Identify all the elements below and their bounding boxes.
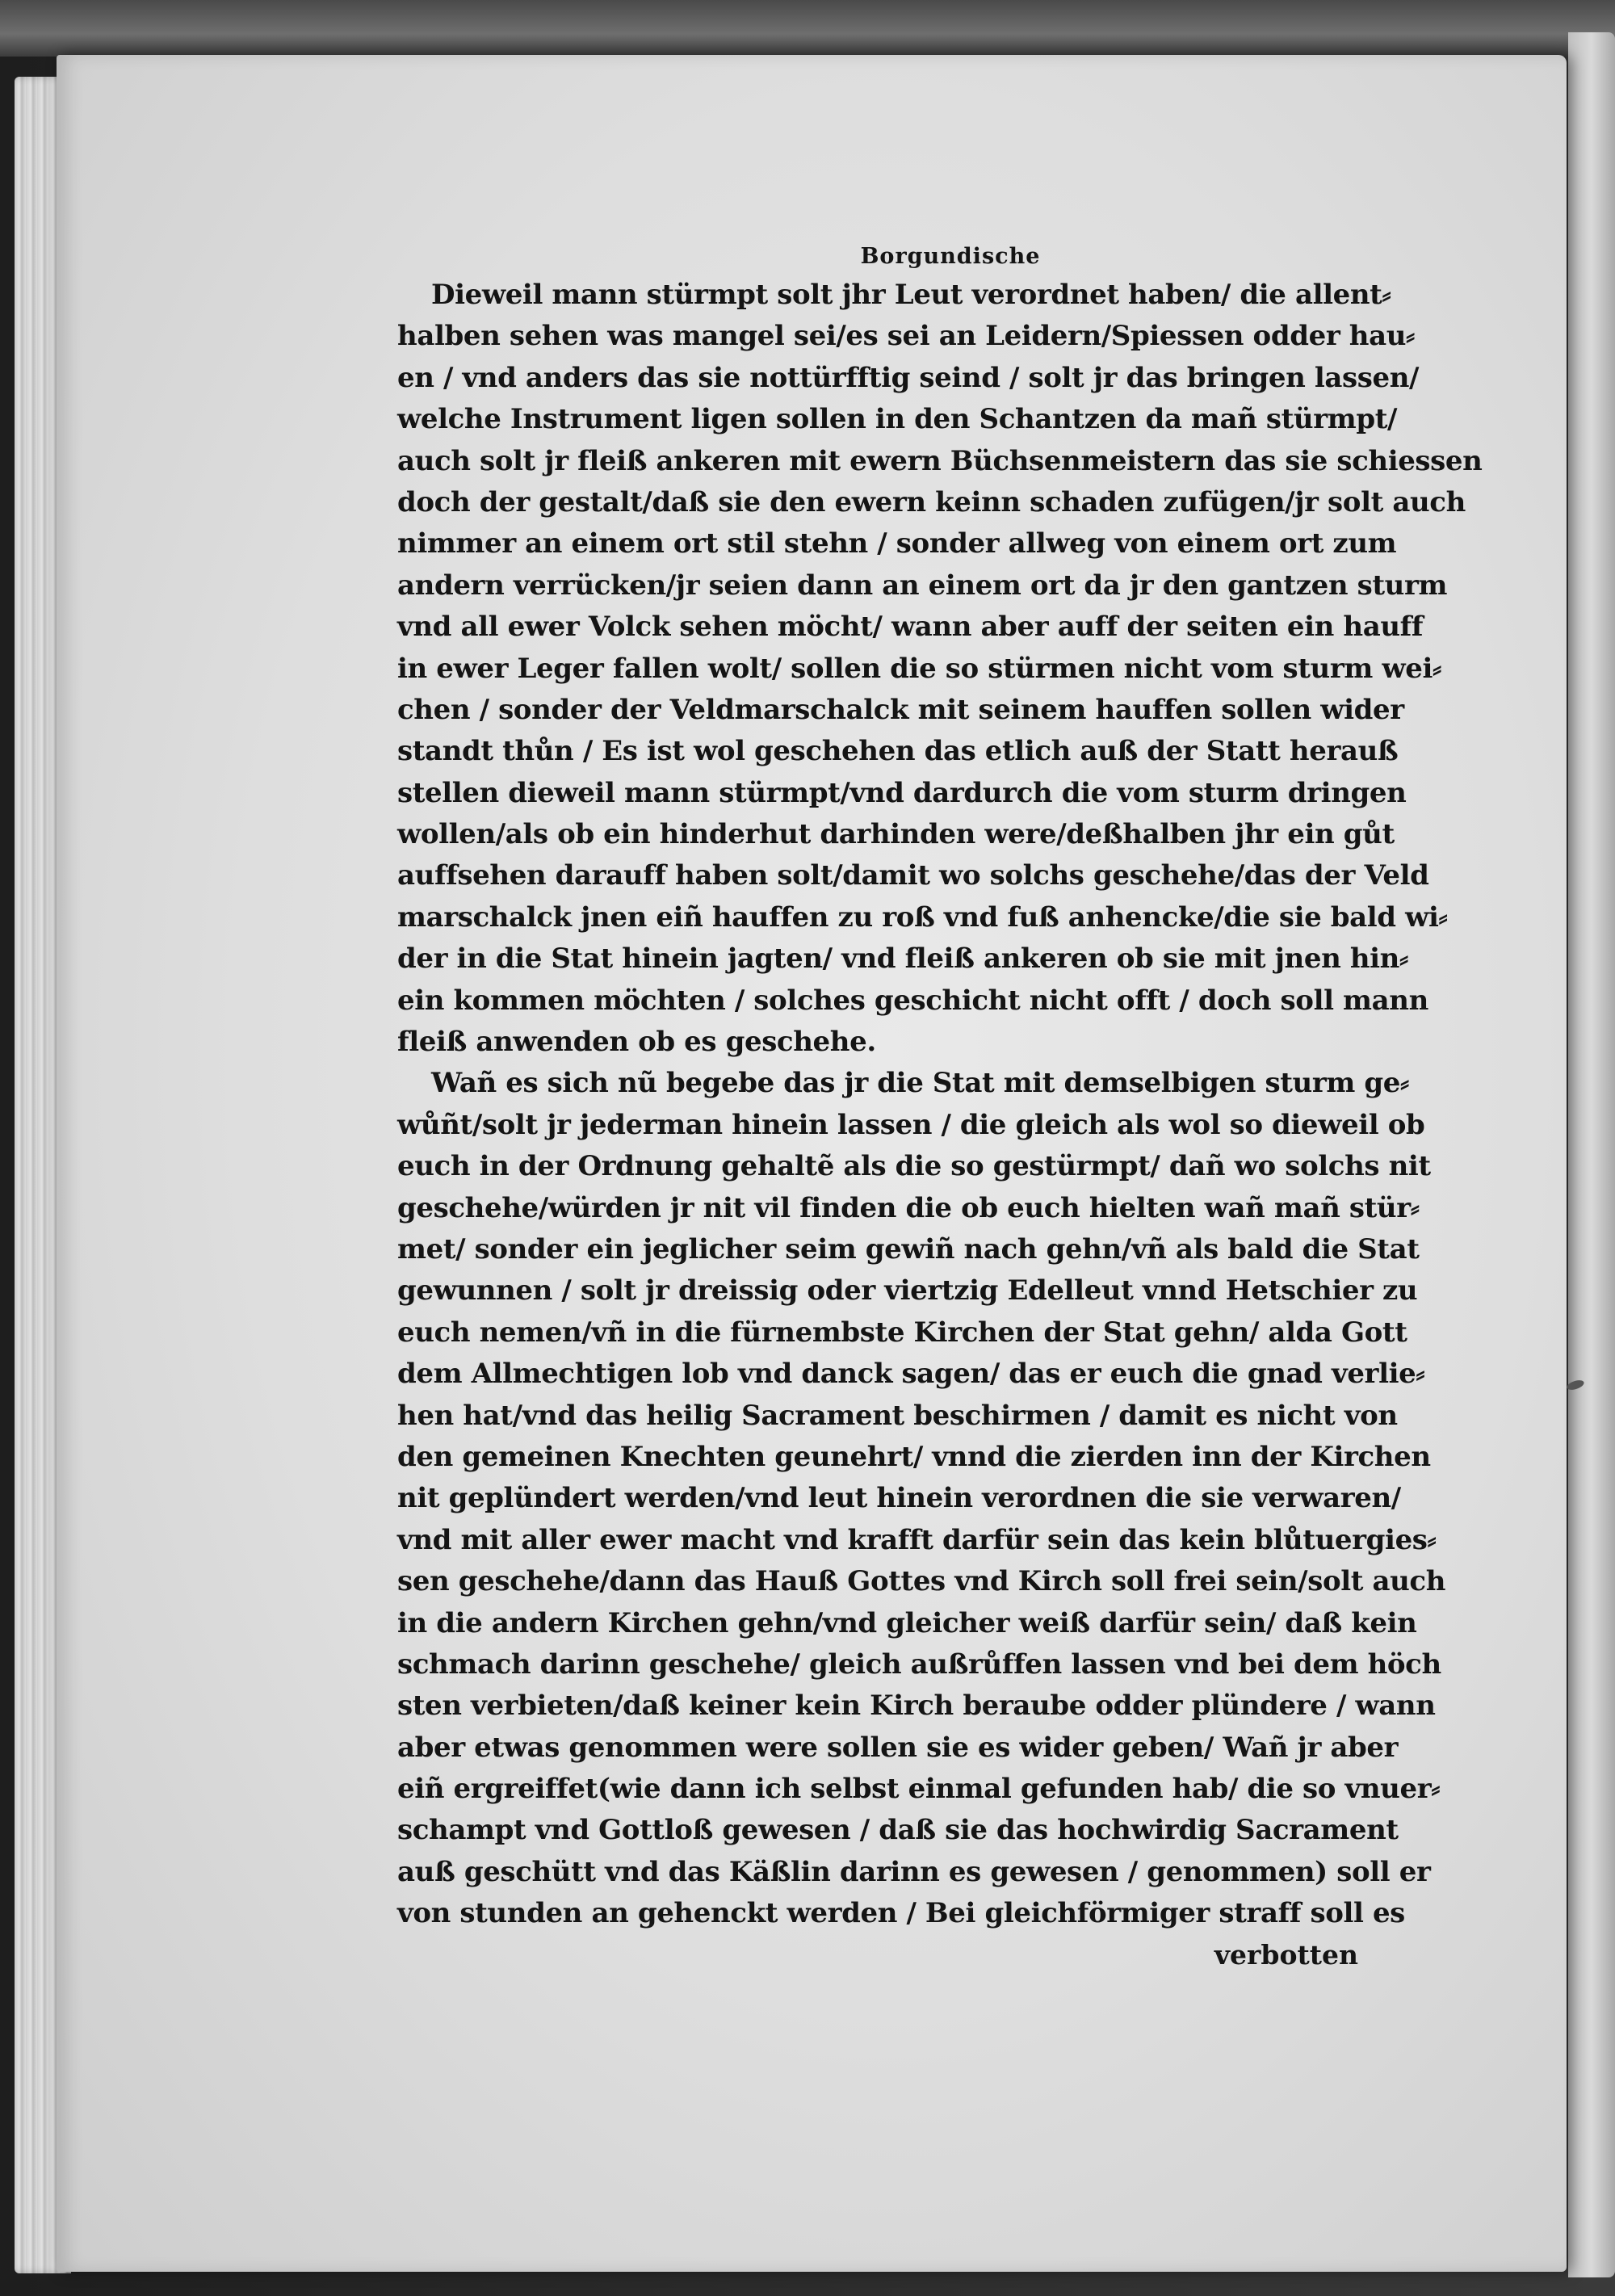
text-line: Wañ es sich nũ begebe das jr die Stat mit demselbigen sturm ge⸗ xyxy=(431,1067,1409,1100)
text-line: marschalck jnen eiñ hauffen zu roß vnd fuß anhencke/die sie bald wi⸗ xyxy=(397,900,1448,934)
text-line: nimmer an einem ort stil stehn / sonder allweg von einem ort zum xyxy=(397,527,1397,560)
text-line: gewunnen / solt jr dreissig oder viertzig Edelleut vnnd Hetschier zu xyxy=(397,1274,1418,1308)
text-line: doch der gestalt/daß sie den ewern keinn schaden zufügen/jr solt auch xyxy=(397,485,1466,518)
text-line: wollen/als ob ein hinderhut darhinden were/deßhalben jhr ein gůt xyxy=(397,818,1395,851)
text-line: der in die Stat hinein jagten/ vnd fleiß ankeren ob sie mit jnen hin⸗ xyxy=(397,942,1408,976)
text-line: auffsehen darauff haben solt/damit wo solchs geschehe/das der Veld xyxy=(397,859,1429,892)
text-line: den gemeinen Knechten geunehrt/ vnnd die zierden inn der Kirchen xyxy=(397,1440,1431,1473)
text-line: schampt vnd Gottloß gewesen / daß sie das hochwirdig Sacrament xyxy=(397,1814,1399,1847)
text-line: andern verrücken/jr seien dann an einem ort da jr den gantzen sturm xyxy=(397,569,1448,602)
text-line: euch nemen/vñ in die fürnembste Kirchen der Stat gehn/ alda Gott xyxy=(397,1316,1407,1349)
text-line: fleiß anwenden ob es geschehe. xyxy=(397,1026,876,1059)
text-line: met/ sonder ein jeglicher seim gewiñ nach gehn/vñ als bald die Stat xyxy=(397,1232,1420,1266)
text-line: in die andern Kirchen gehn/vnd gleicher weiß darfür sein/ daß kein xyxy=(397,1606,1417,1639)
text-line: hen hat/vnd das heilig Sacrament beschirmen / damit es nicht von xyxy=(397,1399,1398,1432)
text-line: stellen dieweil mann stürmpt/vnd dardurch die vom sturm dringen xyxy=(397,776,1407,809)
text-line: schmach darinn geschehe/ gleich außrůffen lassen vnd bei dem höch xyxy=(397,1647,1441,1681)
text-block xyxy=(397,239,1483,1975)
text-line: ein kommen möchten / solches geschicht nicht offt / doch soll mann xyxy=(397,984,1428,1017)
text-line: chen / sonder der Veldmarschalck mit seinem hauffen sollen wider xyxy=(397,693,1404,726)
text-line: auch solt jr fleiß ankeren mit ewern Büchsenmeistern das sie schiessen xyxy=(397,444,1483,477)
catchword: verbotten xyxy=(1214,1938,1358,1971)
text-line: von stunden an gehenckt werden / Bei gleichförmiger straff soll es xyxy=(397,1897,1405,1930)
text-line: dem Allmechtigen lob vnd danck sagen/ das er euch die gnad verlie⸗ xyxy=(397,1358,1425,1391)
running-header: Borgundische xyxy=(860,244,1041,269)
text-line: geschehe/würden jr nit vil finden die ob euch hielten wañ mañ stür⸗ xyxy=(397,1191,1420,1224)
text-line: vnd all ewer Volck sehen möcht/ wann aber auff der seiten ein hauff xyxy=(397,611,1424,644)
text-line: en / vnd anders das sie nottürfftig seind / solt jr das bringen lassen/ xyxy=(397,361,1420,394)
text-line: sten verbieten/daß keiner kein Kirch beraube odder plündere / wann xyxy=(397,1689,1436,1723)
text-line: aber etwas genommen were sollen sie es wider geben/ Wañ jr aber xyxy=(397,1731,1399,1764)
text-line: standt thůn / Es ist wol geschehen das etlich auß der Statt herauß xyxy=(397,735,1399,768)
right-page-edge xyxy=(1568,32,1615,2277)
binding-top-strip xyxy=(0,0,1615,57)
text-line: nit geplündert werden/vnd leut hinein verordnen die sie verwaren/ xyxy=(397,1482,1401,1515)
text-line: welche Instrument ligen sollen in den Schantzen da mañ stürmpt/ xyxy=(397,403,1398,436)
text-line: wůñt/solt jr jederman hinein lassen / die gleich als wol so dieweil ob xyxy=(397,1108,1425,1141)
text-line: auß geschütt vnd das Käßlin darinn es gewesen / genommen) soll er xyxy=(397,1855,1431,1888)
text-line: eiñ ergreiffet(wie dann ich selbst einmal gefunden hab/ die so vnuer⸗ xyxy=(397,1773,1441,1806)
text-line: halben sehen was mangel sei/es sei an Leidern/Spiessen odder hau⸗ xyxy=(397,320,1415,353)
text-line: vnd mit aller ewer macht vnd krafft darfür sein das kein blůtuergies⸗ xyxy=(397,1523,1437,1556)
text-line: Dieweil mann stürmpt solt jhr Leut verordnet haben/ die allent⸗ xyxy=(431,279,1391,311)
text-line: sen geschehe/dann das Hauß Gottes vnd Kirch soll frei sein/solt auch xyxy=(397,1565,1446,1598)
text-line: in ewer Leger fallen wolt/ sollen die so stürmen nicht vom sturm wei⸗ xyxy=(397,652,1441,685)
text-line: euch in der Ordnung gehaltẽ als die so gestürmpt/ dañ wo solchs nit xyxy=(397,1150,1431,1183)
